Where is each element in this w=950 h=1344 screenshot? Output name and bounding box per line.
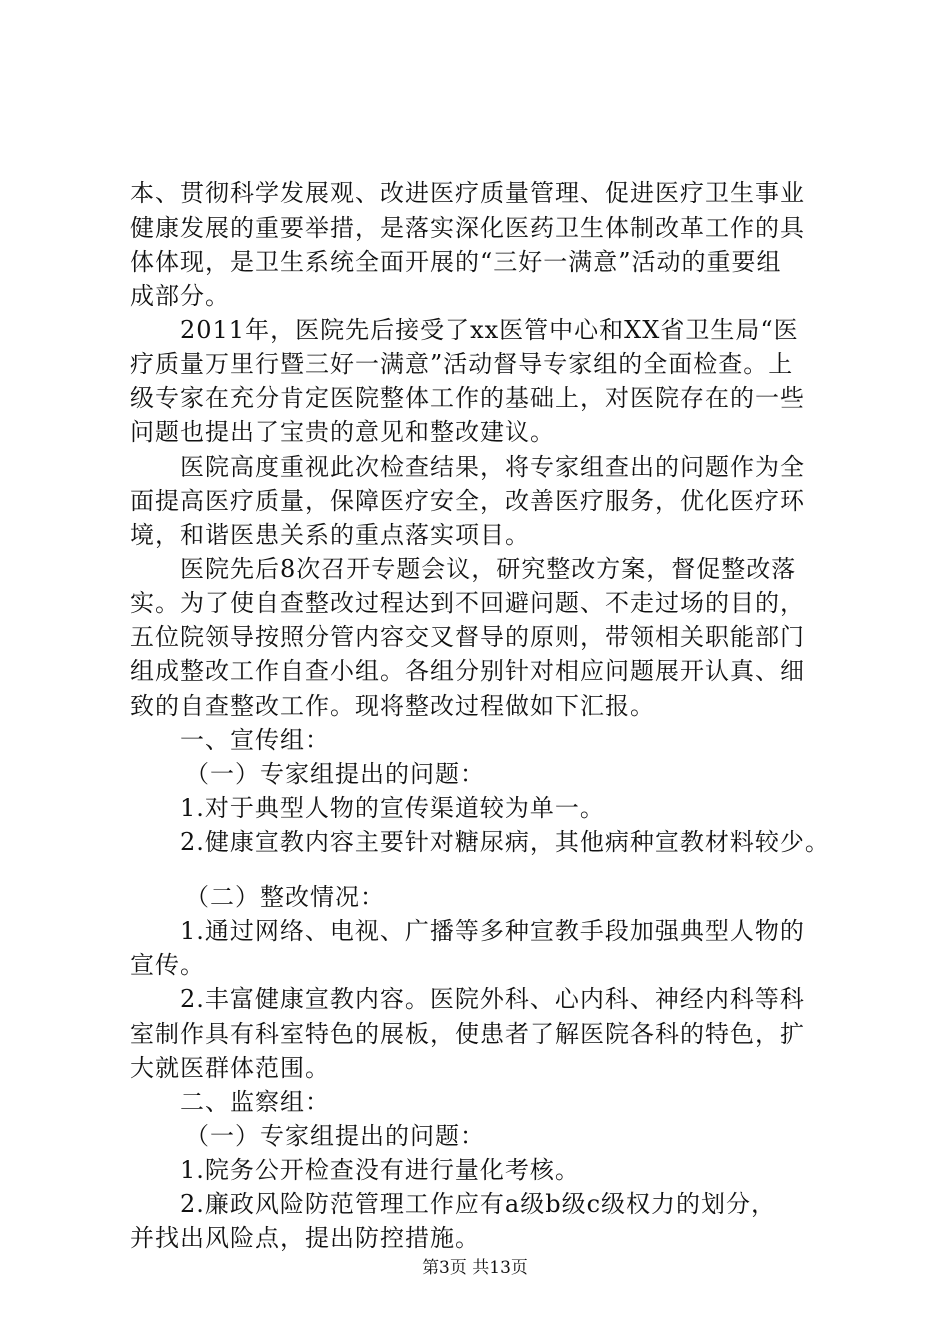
text-line: 体体现，是卫生系统全面开展的“三好一满意”活动的重要组 bbox=[130, 248, 782, 276]
text-line: 五位院领导按照分管内容交叉督导的原则，带领相关职能部门 bbox=[130, 623, 805, 651]
text-line: 问题也提出了宝贵的意见和整改建议。 bbox=[130, 418, 555, 446]
text-line: 健康发展的重要举措，是落实深化医药卫生体制改革工作的具 bbox=[130, 214, 805, 242]
list-item: 1.院务公开检查没有进行量化考核。 bbox=[180, 1156, 580, 1184]
subsection-heading: （一）专家组提出的问题： bbox=[185, 760, 485, 788]
text-line: 组成整改工作自查小组。各组分别针对相应问题展开认真、细 bbox=[130, 657, 805, 685]
text-line: 面提高医疗质量，保障医疗安全，改善医疗服务，优化医疗环 bbox=[130, 487, 805, 515]
text-line: 医院先后8次召开专题会议，研究整改方案，督促整改落 bbox=[180, 555, 797, 583]
text-line: 疗质量万里行暨三好一满意”活动督导专家组的全面检查。上 bbox=[130, 350, 794, 378]
text-line: 室制作具有科室特色的展板，使患者了解医院各科的特色，扩 bbox=[130, 1020, 805, 1048]
list-item: 2.廉政风险防范管理工作应有a级b级c级权力的划分， bbox=[180, 1190, 777, 1218]
text-line: 大就医群体范围。 bbox=[130, 1054, 330, 1082]
text-line: 实。为了使自查整改过程达到不回避问题、不走过场的目的， bbox=[130, 589, 805, 617]
section-heading: 一、宣传组： bbox=[180, 726, 330, 754]
text-line: 本、贯彻科学发展观、改进医疗质量管理、促进医疗卫生事业 bbox=[130, 179, 805, 207]
text-line: 成部分。 bbox=[130, 282, 230, 310]
text-line: 2011年，医院先后接受了xx医管中心和XX省卫生局“医 bbox=[180, 316, 799, 344]
list-item: 2.健康宣教内容主要针对糖尿病，其他病种宣教材料较少。 bbox=[180, 828, 830, 856]
text-line: 并找出风险点，提出防控措施。 bbox=[130, 1224, 480, 1252]
page-footer: 第3页 共13页 bbox=[422, 1258, 528, 1278]
subsection-heading: （二）整改情况： bbox=[185, 883, 385, 911]
text-line: 医院高度重视此次检查结果，将专家组查出的问题作为全 bbox=[180, 453, 805, 481]
list-item: 2.丰富健康宣教内容。医院外科、心内科、神经内科等科 bbox=[180, 985, 805, 1013]
section-heading: 二、监察组： bbox=[180, 1088, 330, 1116]
text-line: 宣传。 bbox=[130, 951, 205, 979]
text-line: 级专家在充分肯定医院整体工作的基础上，对医院存在的一些 bbox=[130, 384, 805, 412]
list-item: 1.通过网络、电视、广播等多种宣教手段加强典型人物的 bbox=[180, 917, 805, 945]
text-line: 境，和谐医患关系的重点落实项目。 bbox=[130, 521, 530, 549]
subsection-heading: （一）专家组提出的问题： bbox=[185, 1122, 485, 1150]
text-line: 致的自查整改工作。现将整改过程做如下汇报。 bbox=[130, 692, 655, 720]
list-item: 1.对于典型人物的宣传渠道较为单一。 bbox=[180, 794, 605, 822]
